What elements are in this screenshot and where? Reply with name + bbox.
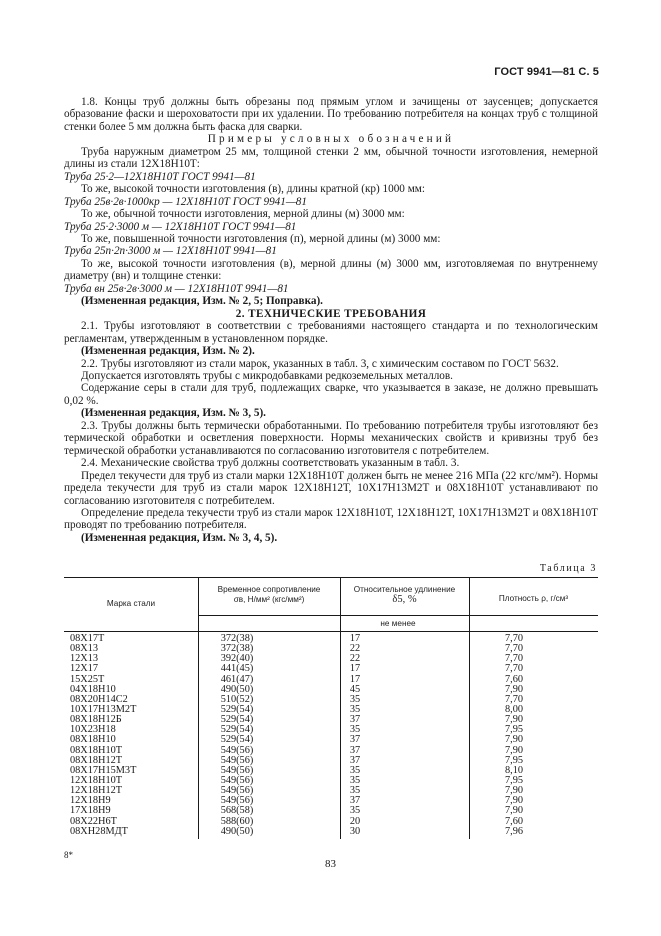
cell-density: 7,70 [504, 633, 524, 644]
cell-density: 7,95 [504, 754, 524, 766]
cell-elongation: 35 [349, 785, 361, 797]
edit-note-2-4: (Измененная редакция, Изм. № 3, 4, 5). [81, 531, 278, 544]
example-2-text: То же, высокой точности изготовления (в), длины кратной (кр) 1000 мм: [81, 183, 425, 196]
cell-elongation: 35 [349, 764, 361, 776]
cell-density: 7,70 [504, 693, 524, 705]
cell-grade: 08Х17Т [70, 633, 105, 644]
paragraph-2-3: 2.3. Трубы должны быть термически обработанными. По требованию потребителя трубы изготовляют без термической обработки и осветления поверхности. Нормы механических свойств и кривизны труб без термической обработки устанавливаются по согласованию изготовителя с потребителем. [64, 419, 598, 457]
cell-grade: 08Х18Н10Т [70, 744, 123, 756]
table-row [64, 806, 598, 816]
paragraph-2-2b: Допускается изготовлять трубы с микродобавками редкоземельных металлов. [81, 369, 453, 382]
cell-tensile: 529(54) [220, 724, 254, 736]
cell-elongation: 37 [349, 754, 361, 766]
paragraph-2-4c: Определение предела текучести труб из стали марок 12Х18Н10Т, 12Х18Н12Т, 10Х17Н13М2Т и 08Х18Н10Т проводят по требованию потребителя. [64, 506, 598, 532]
example-5-formula: Труба вн 25в·2в·3000 м — 12Х18Н10Т 9941—81 [64, 282, 289, 295]
cell-tensile: 510(52) [220, 693, 254, 705]
cell-tensile: 588(60) [220, 815, 254, 827]
cell-grade: 12Х18Н9 [70, 795, 111, 807]
cell-tensile: 549(56) [220, 774, 254, 786]
cell-density: 7,96 [504, 825, 524, 837]
table-row [64, 827, 598, 837]
cell-grade: 08Х18Н12Т [70, 754, 123, 766]
cell-density: 7,90 [504, 795, 524, 807]
cell-elongation: 17 [349, 673, 361, 685]
example-4-text: То же, повышенной точности изготовления (п), мерной длины (м) 3000 мм: [81, 232, 441, 245]
cell-grade: 15Х25Т [70, 673, 105, 685]
cell-density: 8,00 [504, 703, 524, 715]
cell-tensile: 490(50) [220, 825, 254, 837]
cell-elongation: 37 [349, 714, 361, 726]
cell-grade: 10Х23Н18 [70, 724, 116, 736]
cell-elongation: 37 [349, 744, 361, 756]
cell-tensile: 529(54) [220, 734, 254, 746]
cell-density: 7,90 [504, 683, 524, 695]
header-tensile-line1: Временное сопротивление [217, 585, 321, 594]
cell-tensile: 549(56) [220, 744, 254, 756]
example-4-formula: Труба 25п·2п·3000 м — 12Х18Н10Т 9941—81 [64, 245, 277, 258]
cell-grade: 08Х17Н15М3Т [70, 764, 137, 776]
example-1-text: Труба наружным диаметром 25 мм, толщиной стенки 2 мм, обычной точности изготовления, немерной длины из стали 12Х18Н10Т: [64, 145, 598, 171]
cell-density: 7,95 [504, 774, 524, 786]
header-tensile [198, 585, 340, 605]
header-elongation-line2: δ5, % [392, 594, 417, 605]
cell-tensile: 372(38) [220, 643, 254, 655]
cell-density: 7,70 [504, 643, 524, 655]
cell-tensile: 568(58) [220, 805, 254, 817]
cell-tensile: 490(50) [220, 683, 254, 695]
table-body [64, 634, 598, 837]
paragraph-2-4b: Предел текучести для труб из стали марки 12Х18Н10Т должен быть не менее 216 МПа (22 кгс/мм²). Нормы предела текучести для труб из стали марок 12Х18Н12Т, 10Х17Н13М2Т и 08Х18Н10Т устанавливают по согласованию изготовителя с потребителем. [64, 469, 598, 507]
cell-grade: 08ХН28МДТ [70, 825, 128, 837]
cell-tensile: 461(47) [220, 673, 254, 685]
header-tensile-line2: σв, Н/мм² (кгс/мм²) [233, 595, 305, 604]
cell-tensile: 372(38) [220, 633, 254, 644]
cell-grade: 04Х18Н10 [70, 683, 116, 695]
cell-grade: 17Х18Н9 [70, 805, 111, 817]
cell-density: 7,60 [504, 815, 524, 827]
example-2-formula: Труба 25в·2в·1000кр — 12Х18Н10Т ГОСТ 9941—81 [64, 195, 307, 208]
cell-density: 7,90 [504, 734, 524, 746]
cell-grade: 12Х13 [70, 653, 99, 665]
table-top-rule [64, 577, 598, 578]
cell-tensile: 549(56) [220, 785, 254, 797]
paragraph-1-8: 1.8. Концы труб должны быть обрезаны под прямым углом и зачищены от заусенцев; допускается образование фаски и шероховатости при их удалении. По требованию потребителя на концах труб с толщиной стенки более 5 мм должна быть фаска для сварки. [64, 96, 598, 133]
cell-elongation: 37 [349, 795, 361, 807]
cell-elongation: 35 [349, 805, 361, 817]
cell-grade: 08Х18Н12Б [70, 714, 122, 726]
example-3-text: То же, обычной точности изготовления, мерной длины (м) 3000 мм: [81, 208, 405, 221]
page-header: ГОСТ 9941—81 С. 5 [494, 66, 599, 78]
cell-density: 7,90 [504, 805, 524, 817]
cell-grade: 08Х20Н14С2 [70, 693, 128, 705]
table-min-rule [198, 615, 598, 616]
cell-grade: 08Х18Н10 [70, 734, 116, 746]
cell-density: 7,70 [504, 663, 524, 675]
header-grade: Марка стали [106, 599, 156, 608]
cell-density: 7,90 [504, 785, 524, 797]
cell-elongation: 45 [349, 683, 361, 695]
cell-tensile: 529(54) [220, 714, 254, 726]
table-caption: Таблица 3 [539, 563, 597, 574]
paragraph-2-4: 2.4. Механические свойства труб должны соответствовать указанным в табл. 3. [81, 457, 460, 470]
cell-elongation: 35 [349, 703, 361, 715]
cell-density: 7,70 [504, 653, 524, 665]
cell-elongation: 30 [349, 825, 361, 837]
cell-grade: 08Х22Н6Т [70, 815, 117, 827]
page-number: 83 [325, 858, 336, 870]
header-min: не менее [380, 619, 416, 628]
cell-elongation: 17 [349, 633, 361, 644]
example-3-formula: Труба 25·2·3000 м — 12Х18Н10Т ГОСТ 9941—81 [64, 220, 297, 233]
header-elongation-line1: Относительное удлинение [353, 585, 456, 594]
body-text [64, 96, 598, 544]
paragraph-2-2c: Содержание серы в стали для труб, подлежащих сварке, что указывается в заказе, не должно превышать 0,02 %. [64, 382, 598, 407]
edit-note-2-1: (Измененная редакция, Изм. № 2). [81, 345, 255, 358]
cell-tensile: 392(40) [220, 653, 254, 665]
example-1-formula: Труба 25·2—12Х18Н10Т ГОСТ 9941—81 [64, 170, 256, 183]
cell-tensile: 441(45) [220, 663, 254, 675]
cell-density: 7,90 [504, 744, 524, 756]
cell-density: 8,10 [504, 764, 524, 776]
section-2-title: 2. ТЕХНИЧЕСКИЕ ТРЕБОВАНИЯ [235, 307, 427, 320]
cell-elongation: 35 [349, 774, 361, 786]
cell-grade: 12Х17 [70, 663, 99, 675]
cell-elongation: 35 [349, 693, 361, 705]
cell-tensile: 549(56) [220, 795, 254, 807]
cell-grade: 10Х17Н13М2Т [70, 703, 137, 715]
cell-elongation: 35 [349, 724, 361, 736]
paragraph-2-2: 2.2. Трубы изготовляют из стали марок, указанных в табл. 3, с химическим составом по ГОСТ 5632. [81, 357, 559, 370]
example-5-text: То же, высокой точности изготовления (в), мерной длины (м) 3000 мм, изготовляемая по внутреннему диаметру (вн) и толщине стенки: [64, 257, 598, 283]
cell-grade: 08Х13 [70, 643, 99, 655]
cell-elongation: 22 [349, 653, 361, 665]
edit-note-1: (Измененная редакция, Изм. № 2, 5; Поправка). [81, 295, 323, 308]
header-density: Плотность ρ, г/см³ [498, 594, 569, 603]
cell-elongation: 37 [349, 734, 361, 746]
cell-grade: 12Х18Н10Т [70, 774, 123, 786]
cell-density: 7,90 [504, 714, 524, 726]
properties-table [64, 577, 598, 839]
footer-signature-mark: 8* [64, 850, 73, 860]
edit-note-2-2: (Измененная редакция, Изм. № 3, 5). [81, 407, 266, 420]
cell-density: 7,60 [504, 673, 524, 685]
cell-density: 7,95 [504, 724, 524, 736]
cell-tensile: 549(56) [220, 754, 254, 766]
table-header-rule [64, 631, 598, 632]
paragraph-2-1: 2.1. Трубы изготовляют в соответствии с требованиями настоящего стандарта и по технологическим регламентам, утвержденным в установленном порядке. [64, 320, 598, 345]
cell-tensile: 529(54) [220, 703, 254, 715]
cell-grade: 12Х18Н12Т [70, 785, 123, 797]
cell-elongation: 20 [349, 815, 361, 827]
cell-elongation: 17 [349, 663, 361, 675]
header-elongation [340, 585, 469, 605]
cell-elongation: 22 [349, 643, 361, 655]
cell-tensile: 549(56) [220, 764, 254, 776]
examples-title: Примеры условных обозначений [207, 133, 455, 146]
